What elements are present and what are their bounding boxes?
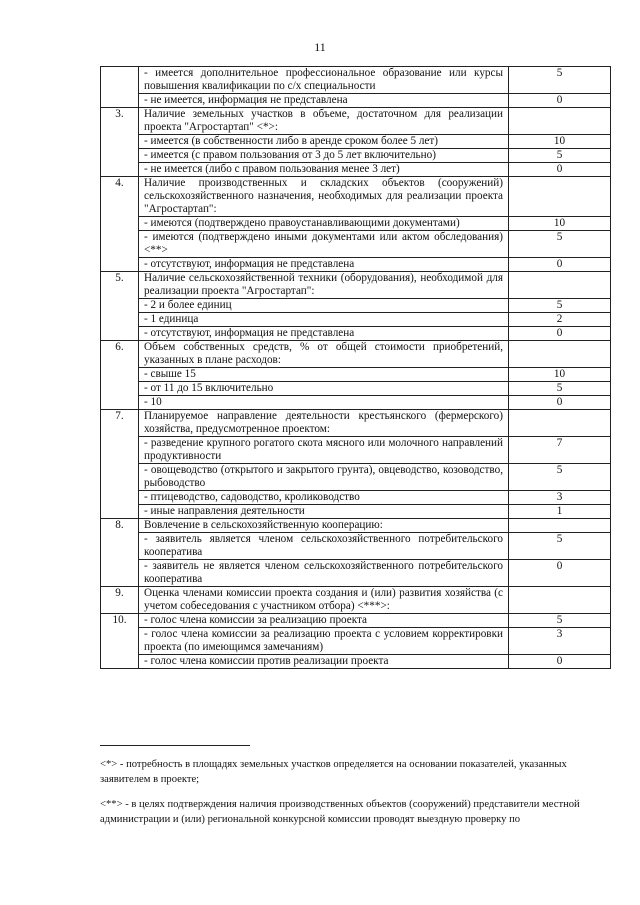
row-number: 5. [101,272,139,299]
page-number: 11 [314,40,326,54]
row-number [101,396,139,410]
row-score [509,272,611,299]
row-score: 3 [509,491,611,505]
row-text: - иные направления деятельности [139,505,509,519]
row-number [101,231,139,258]
row-number [101,313,139,327]
table-row [101,272,611,299]
row-text: - 1 единица [139,313,509,327]
row-text: - голос члена комиссии за реализацию проекта с условием корректировки проекта (по имеющимся замечаниям) [139,628,509,655]
row-score [509,587,611,614]
row-text: - не имеется, информация не представлена [139,94,509,108]
row-number [101,217,139,231]
table-row [101,491,611,505]
footnote-divider [100,745,250,746]
table-row [101,258,611,272]
row-text: - заявитель не является членом сельскохозяйственного потребительского кооператива [139,560,509,587]
row-score: 0 [509,655,611,669]
row-text: - имеются (подтверждено правоустанавливающими документами) [139,217,509,231]
row-text: - имеются (подтверждено иными документами или актом обследования) <**> [139,231,509,258]
row-text: - от 11 до 15 включительно [139,382,509,396]
row-score: 5 [509,231,611,258]
table-row [101,299,611,313]
row-text: - голос члена комиссии против реализации проекта [139,655,509,669]
table-row [101,505,611,519]
row-number: 10. [101,614,139,628]
row-text: Наличие сельскохозяйственной техники (оборудования), необходимой для реализации проекта "Агростартап": [139,272,509,299]
row-number [101,299,139,313]
row-number [101,258,139,272]
table-row [101,368,611,382]
row-score: 2 [509,313,611,327]
row-text: - разведение крупного рогатого скота мясного или молочного направлений продуктивности [139,437,509,464]
table-row [101,67,611,94]
table-row [101,614,611,628]
row-score: 0 [509,258,611,272]
row-text: Объем собственных средств, % от общей стоимости приобретений, указанных в плане расходов: [139,341,509,368]
row-number [101,135,139,149]
row-text: - свыше 15 [139,368,509,382]
table-row [101,327,611,341]
row-number: 9. [101,587,139,614]
row-number [101,163,139,177]
table-row [101,628,611,655]
row-text: - отсутствуют, информация не представлена [139,327,509,341]
row-score [509,177,611,217]
footnote: <*> - потребность в площадях земельных участков определяется на основании показателей, указанных заявителем в проекте; [100,759,567,785]
table-row [101,587,611,614]
row-text: - заявитель является членом сельскохозяйственного потребительского кооператива [139,533,509,560]
table-row [101,382,611,396]
row-number: 7. [101,410,139,437]
row-score: 5 [509,299,611,313]
row-number [101,655,139,669]
row-score: 5 [509,149,611,163]
row-number [101,67,139,94]
table-row [101,396,611,410]
row-text: - 10 [139,396,509,410]
row-score: 3 [509,628,611,655]
row-number [101,464,139,491]
row-text: - не имеется (либо с правом пользования менее 3 лет) [139,163,509,177]
row-score [509,519,611,533]
row-text: - овощеводство (открытого и закрытого грунта), овцеводство, козоводство, рыбоводство [139,464,509,491]
row-number: 4. [101,177,139,217]
row-text: - птицеводство, садоводство, кролиководство [139,491,509,505]
table-row [101,177,611,217]
row-text: Планируемое направление деятельности крестьянского (фермерского) хозяйства, предусмотренное проектом: [139,410,509,437]
row-score: 0 [509,163,611,177]
row-score: 7 [509,437,611,464]
row-text: Наличие земельных участков в объеме, достаточном для реализации проекта "Агростартап" <*>: [139,108,509,135]
criteria-table [100,66,611,669]
row-score: 10 [509,368,611,382]
row-text: - голос члена комиссии за реализацию проекта [139,614,509,628]
table-row [101,437,611,464]
row-score: 0 [509,94,611,108]
table-row [101,163,611,177]
row-score: 0 [509,396,611,410]
row-text: - отсутствуют, информация не представлена [139,258,509,272]
row-number [101,94,139,108]
table-row [101,149,611,163]
row-score: 0 [509,327,611,341]
row-text: - имеется (в собственности либо в аренде сроком более 5 лет) [139,135,509,149]
row-score [509,341,611,368]
row-number [101,149,139,163]
row-score: 5 [509,382,611,396]
row-score: 5 [509,533,611,560]
row-number [101,437,139,464]
row-text: Вовлечение в сельскохозяйственную кооперацию: [139,519,509,533]
row-number: 8. [101,519,139,533]
row-number: 6. [101,341,139,368]
row-text: Оценка членами комиссии проекта создания и (или) развития хозяйства (с учетом собеседования с участником отбора) <***>: [139,587,509,614]
row-number [101,368,139,382]
table-row [101,231,611,258]
table-row [101,519,611,533]
row-text: Наличие производственных и складских объектов (сооружений) сельскохозяйственного назначения, необходимых для реализации проекта "Агростартап": [139,177,509,217]
table-row [101,410,611,437]
row-text: - имеется (с правом пользования от 3 до 5 лет включительно) [139,149,509,163]
table-row [101,464,611,491]
row-number [101,491,139,505]
table-row [101,135,611,149]
row-number [101,327,139,341]
table-row [101,108,611,135]
table-row [101,341,611,368]
row-number [101,533,139,560]
row-score: 5 [509,464,611,491]
table-row [101,313,611,327]
table-row [101,533,611,560]
row-number [101,505,139,519]
table-row [101,94,611,108]
row-number [101,560,139,587]
row-score: 0 [509,560,611,587]
row-text: - имеется дополнительное профессиональное образование или курсы повышения квалификации по с/х специальности [139,67,509,94]
row-text: - 2 и более единиц [139,299,509,313]
row-score: 5 [509,67,611,94]
footnote: <**> - в целях подтверждения наличия производственных объектов (сооружений) представители местной администрации и (или) региональной конкурсной комиссии проводят выездную проверку по [100,799,580,825]
row-number: 3. [101,108,139,135]
row-number [101,628,139,655]
table-row [101,217,611,231]
row-score: 10 [509,217,611,231]
row-number [101,382,139,396]
row-score: 1 [509,505,611,519]
table-row [101,655,611,669]
row-score: 10 [509,135,611,149]
row-score: 5 [509,614,611,628]
table-row [101,560,611,587]
row-score [509,108,611,135]
row-score [509,410,611,437]
